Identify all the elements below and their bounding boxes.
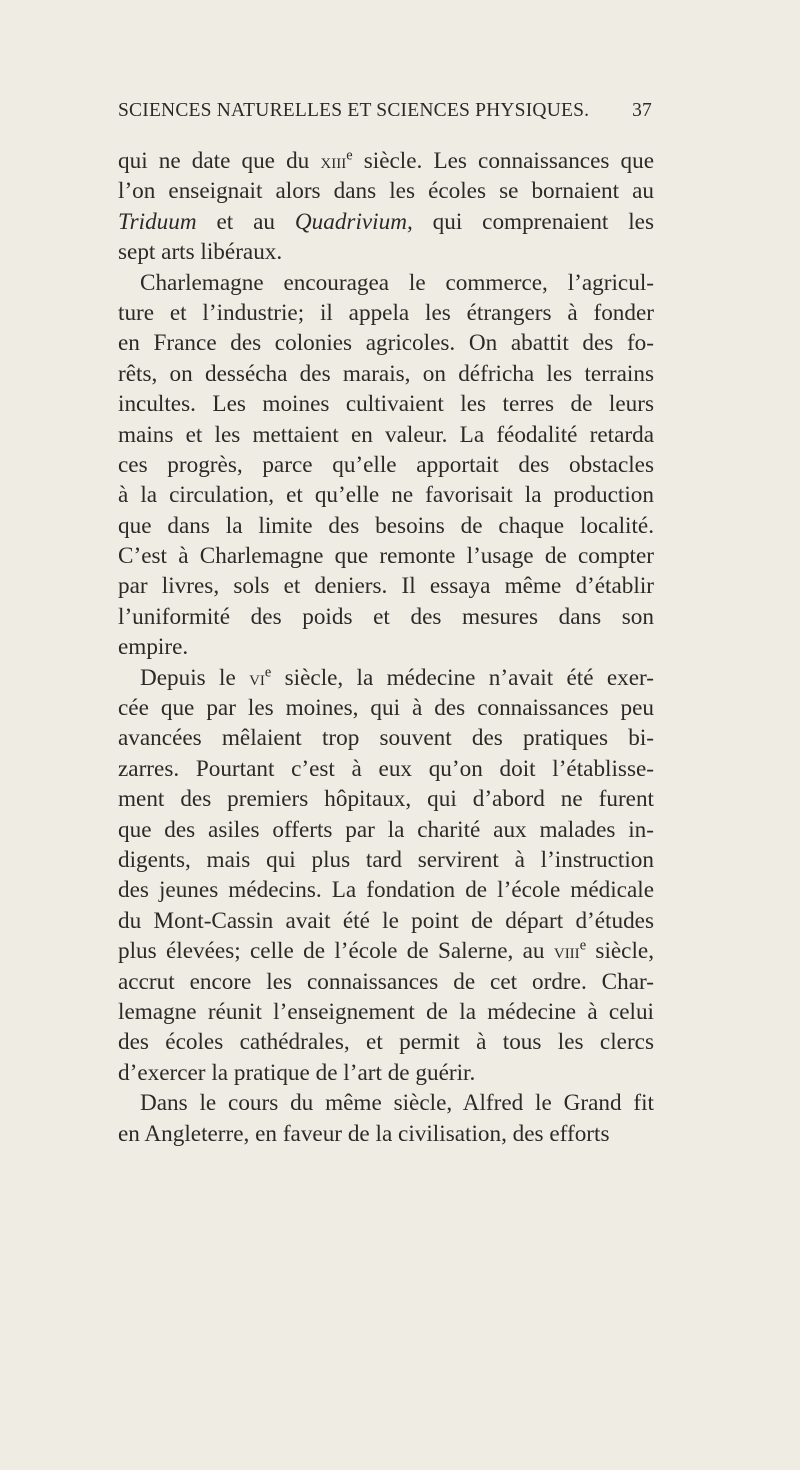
text-run: par livres, sols et deniers. Il essaya même d’établir: [118, 573, 654, 600]
text-run: des écoles cathédrales, et permit à tous les clercs: [118, 1029, 654, 1056]
text-run: ture et l’industrie; il appela les étrangers à fonder: [118, 299, 654, 326]
text-line: [118, 1088, 654, 1118]
text-run: e: [346, 147, 353, 164]
running-header: [118, 96, 652, 126]
text-line: [118, 207, 654, 237]
text-run: vi: [249, 665, 265, 690]
text-line: [118, 389, 654, 419]
text-run: plus élevées; celle de l’école de Salerne, au: [118, 938, 554, 965]
text-run: e: [579, 937, 587, 954]
text-run: Triduum: [118, 208, 197, 235]
text-run: à la circulation, et qu’elle ne favorisait la production: [118, 482, 654, 509]
text-line: [118, 754, 654, 784]
text-line: [118, 480, 654, 510]
text-line: [118, 511, 654, 541]
text-run: que des asiles offerts par la charité aux malades in-: [118, 816, 654, 843]
text-run: zarres. Pourtant c’est à eux qu’on doit l’établisse-: [118, 755, 654, 782]
text-run: Quadrivium,: [294, 208, 413, 235]
text-run: digents, mais qui plus tard servirent à l’instruction: [118, 846, 654, 873]
text-run: rêts, on dessécha des marais, on défricha les terrains: [118, 360, 654, 387]
text-run: siècle,: [586, 938, 654, 965]
text-run: lemagne réunit l’enseignement de la médecine à celui: [118, 998, 654, 1025]
text-line: [118, 936, 654, 966]
text-line: [118, 571, 654, 601]
text-run: en Angleterre, en faveur de la civilisation, des efforts: [118, 1120, 610, 1147]
text-run: accrut encore les connaissances de cet ordre. Char-: [118, 968, 654, 995]
page-number: 37: [632, 100, 652, 121]
text-line: [118, 784, 654, 814]
text-run: mains et les mettaient en valeur. La féodalité retarda: [118, 421, 654, 448]
text-run: d’exercer la pratique de l’art de guérir.: [118, 1059, 476, 1086]
text-line: [118, 693, 654, 723]
text-line: [118, 1058, 654, 1088]
text-run: cée que par les moines, qui à des connaissances peu: [118, 695, 654, 722]
text-line: [118, 602, 654, 632]
text-line: [118, 875, 654, 905]
text-run: du Mont-Cassin avait été le point de départ d’études: [118, 907, 654, 934]
text-line: [118, 663, 654, 693]
text-run: Dans le cours du même siècle, Alfred le Grand fit: [140, 1090, 654, 1117]
text-line: [118, 632, 654, 662]
text-run: empire.: [118, 634, 189, 661]
running-title: SCIENCES NATURELLES ET SCIENCES PHYSIQUES.: [118, 100, 590, 121]
text-run: siècle. Les connaissances que: [352, 148, 654, 174]
text-run: l’uniformité des poids et des mesures dans son: [118, 603, 654, 630]
text-run: avancées mêlaient trop souvent des pratiques bi-: [118, 725, 654, 752]
text-line: [118, 268, 654, 298]
body-text: [118, 146, 654, 1149]
text-line: [118, 1119, 654, 1149]
text-line: [118, 1027, 654, 1057]
text-run: sept arts libéraux.: [118, 239, 283, 266]
text-line: [118, 450, 654, 480]
text-run: qui comprenaient les: [412, 208, 654, 235]
text-run: qui ne date que du: [118, 148, 321, 174]
text-line: [118, 298, 654, 328]
text-line: [118, 997, 654, 1027]
text-line: [118, 815, 654, 845]
text-line: [118, 723, 654, 753]
text-line: [118, 237, 654, 267]
text-run: ces progrès, parce qu’elle apportait des obstacles: [118, 451, 654, 478]
text-line: [118, 176, 654, 206]
text-run: siècle, la médecine n’avait été exer-: [271, 664, 654, 691]
text-line: [118, 420, 654, 450]
text-run: en France des colonies agricoles. On abattit des fo-: [118, 330, 654, 357]
text-line: [118, 967, 654, 997]
text-run: viii: [553, 939, 580, 964]
text-run: et au: [196, 208, 295, 235]
text-run: C’est à Charlemagne que remonte l’usage de compter: [118, 543, 654, 570]
text-run: Depuis le: [140, 664, 250, 691]
text-run: que dans la limite des besoins de chaque localité.: [118, 512, 654, 539]
text-run: des jeunes médecins. La fondation de l’école médicale: [118, 877, 654, 904]
text-run: xiii: [320, 149, 347, 173]
text-run: ment des premiers hôpitaux, qui d’abord ne furent: [118, 786, 654, 813]
text-run: incultes. Les moines cultivaient les terres de leurs: [118, 391, 654, 418]
text-line: [118, 328, 654, 358]
text-line: [118, 359, 654, 389]
text-run: Charlemagne encouragea le commerce, l’agricul-: [140, 269, 654, 296]
text-line: [118, 906, 654, 936]
text-run: l’on enseignait alors dans les écoles se bornaient au: [118, 178, 654, 205]
text-line: [118, 845, 654, 875]
text-line: [118, 541, 654, 571]
text-line: [118, 146, 654, 176]
text-run: e: [264, 663, 272, 680]
